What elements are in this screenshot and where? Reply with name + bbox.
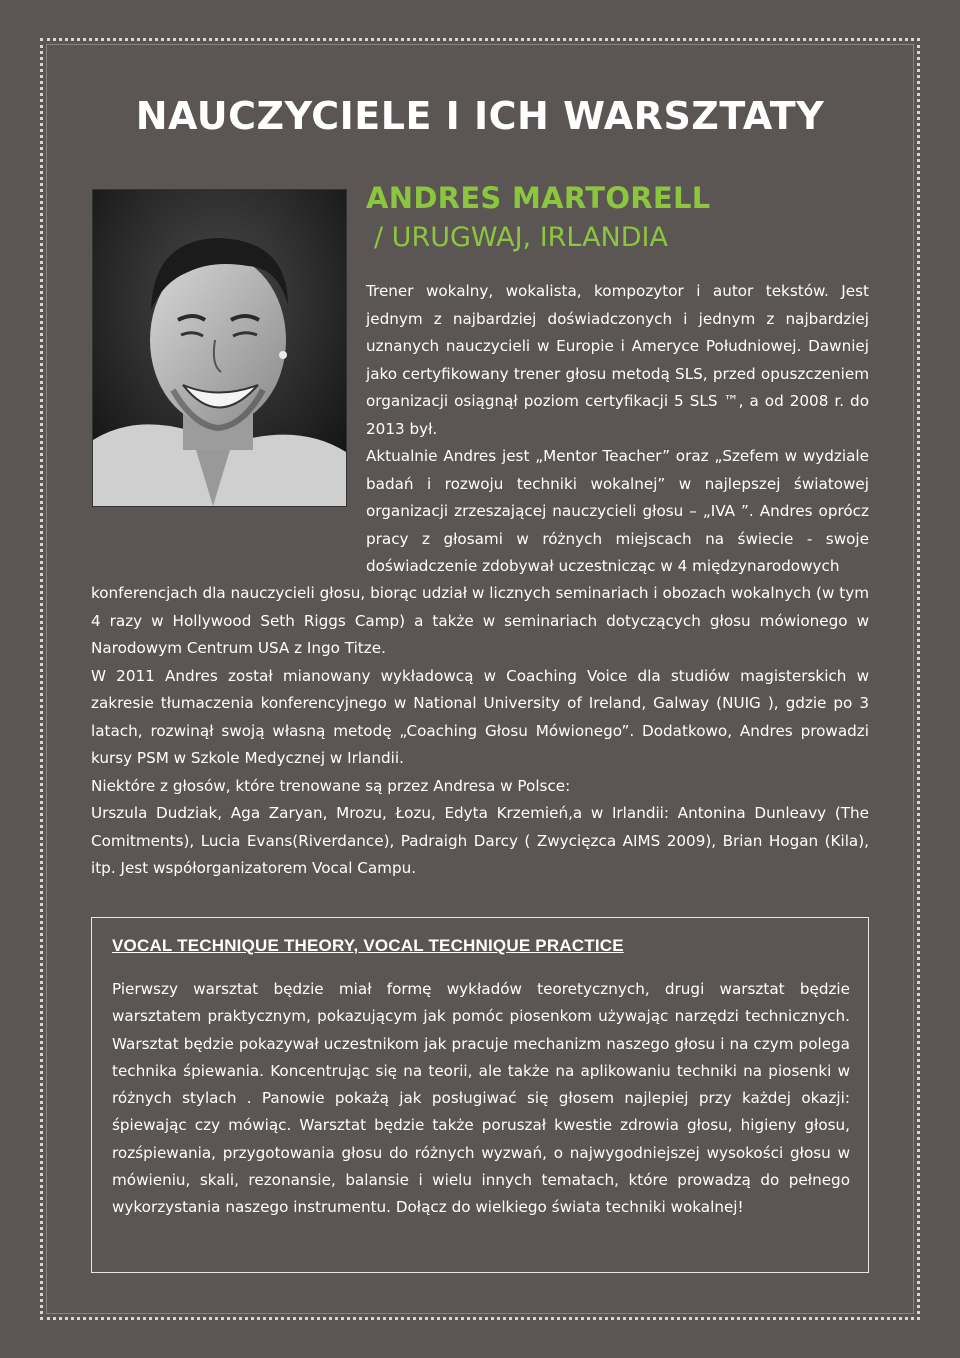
bio-paragraph-2a: Aktualnie Andres jest „Mentor Teacher” oraz „Szefem w wydziale badań i rozwoju techniki wokalnej” w najlepszej światowej organizacji zrzeszającej nauczycieli głosu – „IVA ”. Andres oprócz pracy z głosami w różnych miejscach na świecie - swoje doświadczenie zdobywał uczestnicząc w 4 międzynarodowych	[366, 447, 869, 575]
bio-paragraph-4: Niektóre z głosów, które trenowane są przez Andresa w Polsce:	[91, 776, 571, 795]
bio-paragraph-1: Trener wokalny, wokalista, kompozytor i autor tekstów. Jest jednym z najbardziej doświadczonych i jednym z najbardziej uznanych nauczycieli w Europie i Ameryce Południowej. Dawniej jako certyfikowany trener głosu metodą SLS, przed opuszczeniem organizacji osiągnął poziom certyfikacji 5 SLS ™, a od 2008 r. do 2013 był.	[366, 282, 869, 438]
bio-bottom	[91, 580, 869, 883]
teacher-photo	[92, 189, 347, 507]
bio-top	[366, 278, 869, 581]
bio-paragraph-2b: konferencjach dla nauczycieli głosu, biorąc udział w licznych seminariach i obozach wokalnych (w tym 4 razy w Hollywood Seth Riggs Camp) a także w seminariach dotyczących głosu mówionego w Narodowym Centrum USA z Ingo Titze.	[91, 584, 869, 657]
workshop-box	[91, 917, 869, 1273]
teacher-origin: / URUGWAJ, IRLANDIA	[374, 222, 668, 253]
bio-paragraph-5: Urszula Dudziak, Aga Zaryan, Mrozu, Łozu, Edyta Krzemień,a w Irlandii: Antonina Dunleavy (The Comitments), Lucia Evans(Riverdance), Padraigh Darcy ( Zwycięzca AIMS 2009), Brian Hogan (Kila), itp. Jest współorganizatorem Vocal Campu.	[91, 804, 869, 877]
page-title: NAUCZYCIELE I ICH WARSZTATY	[135, 94, 825, 138]
workshop-title: VOCAL TECHNIQUE THEORY, VOCAL TECHNIQUE PRACTICE	[112, 936, 624, 955]
teacher-name: ANDRES MARTORELL	[366, 181, 711, 215]
workshop-description: Pierwszy warsztat będzie miał formę wykładów teoretycznych, drugi warsztat będzie warsztatem praktycznym, pokazującym jak pomóc piosenkom używając narzędzi technicznych. Warsztat będzie pokazywał uczestnikom jak pracuje mechanizm naszego głosu i na czym polega technika śpiewania. Koncentrując się na teorii, ale także na aplikowaniu techniki na piosenki w różnych stylach . Panowie pokażą jak posługiwać się głosem najlepiej przy każdej okazji: śpiewając czy mówiąc. Warsztat będzie także poruszał kwestie zdrowia głosu, higieny głosu, rozśpiewania, przygotowania głosu do różnych wyzwań, o najwygodniejszej wysokości głosu w mówieniu, skali, rezonansie, balansie i wielu innych tematach, które prowadzą do pełnego wykorzystania naszego instrumentu. Dołącz do wielkiego świata techniki wokalnej!	[112, 980, 850, 1217]
bio-paragraph-3: W 2011 Andres został mianowany wykładowcą w Coaching Voice dla studiów magisterskich w zakresie tłumaczenia konferencyjnego w National University of Ireland, Galway (NUIG ), gdzie po 3 latach, rozwinął swoją własną metodę „Coaching Głosu Mówionego”. Dodatkowo, Andres prowadzi kursy PSM w Szkole Medycznej w Irlandii.	[91, 666, 869, 767]
